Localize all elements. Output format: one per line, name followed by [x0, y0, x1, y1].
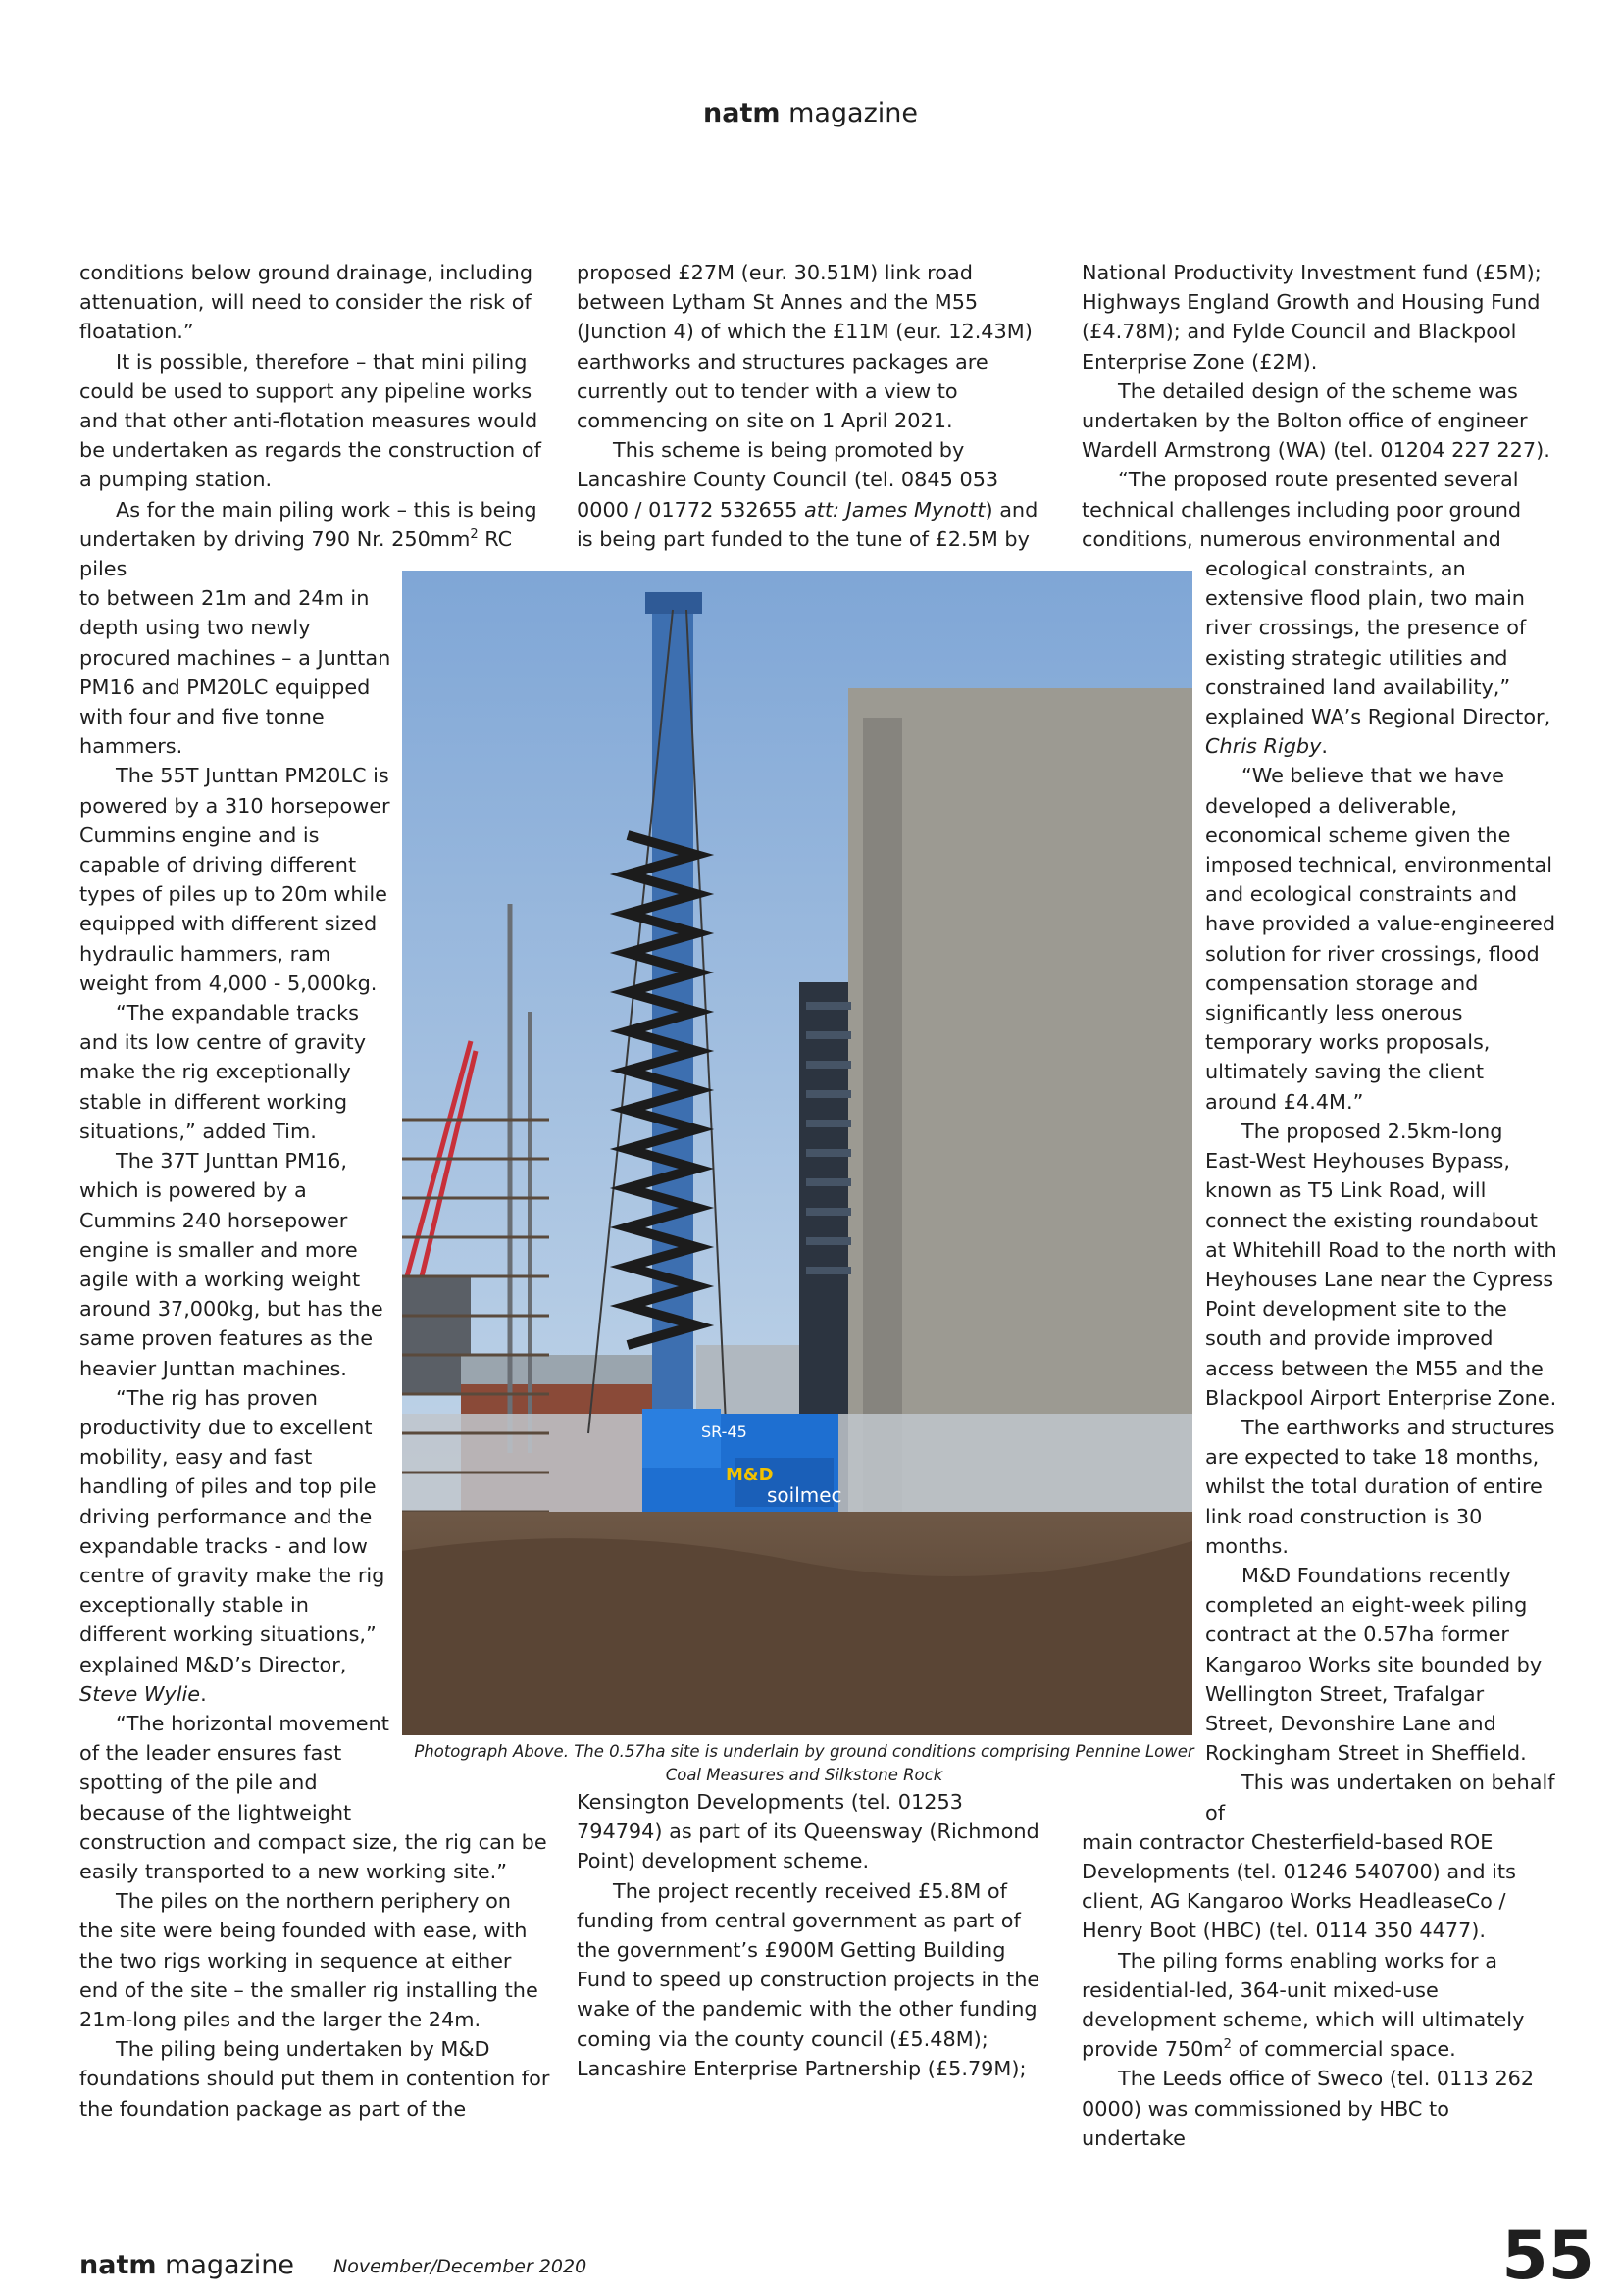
- issue-date: November/December 2020: [333, 2256, 587, 2277]
- page-number: 55: [1501, 2218, 1595, 2295]
- paragraph: National Productivity Investment fund (£5M); Highways England Growth and Housing Fund (£4.78M); and Fylde Council and Blackpool Enterprise Zone (£2M).: [1082, 261, 1542, 374]
- paragraph: The earthworks and structures are expected to take 18 months, whilst the total duration of entire link road construction is 30 months.: [1205, 1415, 1555, 1558]
- photo-caption: Photograph Above. The 0.57ha site is underlain by ground conditions comprising Pennine Lower Coal Measures and Silkstone Rock: [414, 1742, 1194, 1784]
- paragraph: conditions below ground drainage, including attenuation, will need to consider the risk of floatation.”: [79, 261, 533, 344]
- text-run: RC piles: [79, 526, 513, 581]
- rig-brand-label: soilmec: [767, 1483, 842, 1507]
- paragraph: M&D Foundations recently completed an eight-week piling contract at the 0.57ha former Kangaroo Works site bounded by Wellington Street, Trafalgar Street, Devonshire Lane and Rockingham Street in Sheffield.: [1205, 1563, 1543, 1766]
- footer-brand-bold: natm: [79, 2250, 157, 2280]
- paragraph: “The proposed route presented several technical challenges including poor ground conditions, numerous environmental and: [1082, 468, 1522, 551]
- superscript: 2: [1223, 2037, 1232, 2053]
- paragraph: construction and compact size, the rig can be easily transported to a new working site.”: [79, 1829, 547, 1883]
- paragraph: The piles on the northern periphery on the site were being founded with ease, with the two rigs working in sequence at either end of the site – the smaller rig installing the 21m-long piles and the larger the 24m.: [79, 1889, 538, 2031]
- paragraph: The project recently received £5.8M of funding from central government as part of the government’s £900M Getting Building Fund to speed up construction projects in the wake of the pandemic with the other funding coming via the county council (£5.48M); Lancashire Enterprise Partnership (£5.79M);: [577, 1878, 1040, 2080]
- paragraph: “The expandable tracks and its low centre of gravity make the rig exceptionally stable in different working situations,” added Tim.: [79, 1001, 366, 1143]
- paragraph: [1205, 554, 1558, 761]
- person-name: Chris Rigby: [1205, 734, 1322, 759]
- wrapped-text: [1205, 554, 1558, 1827]
- paragraph: [1082, 1946, 1554, 2065]
- person-name: Steve Wylie: [79, 1681, 201, 1706]
- paragraph: The piling being undertaken by M&D foundations should put them in contention for the foundation package as part of the: [79, 2037, 550, 2121]
- paragraph: The detailed design of the scheme was undertaken by the Bolton office of engineer Wardell Armstrong (WA) (tel. 01204 227 227).: [1082, 378, 1550, 463]
- superscript: 2: [470, 526, 479, 542]
- wrapped-text: [79, 583, 398, 1827]
- contact-name: att: James Mynott: [803, 497, 986, 522]
- paragraph: proposed £27M (eur. 30.51M) link road between Lytham St Annes and the M55 (Junction 4) of which the £11M (eur. 12.43M) earthworks and structures packages are currently out to tender with a view to commencing on site on 1 April 2021.: [577, 261, 1033, 433]
- rig-model-label: SR-45: [701, 1423, 747, 1441]
- paragraph: to between 21m and 24m in depth using two newly procured machines – a Junttan PM16 and PM20LC equipped with four and five tonne hammers.: [79, 586, 391, 759]
- paragraph: The 37T Junttan PM16, which is powered by a Cummins 240 horsepower engine is smaller and more agile with a working weight around 37,000kg, but has the same proven features as the heavier Junttan machines.: [79, 1149, 383, 1380]
- text-run: As for the main piling work – this is being undertaken by driving 790 Nr. 250mm: [79, 497, 537, 551]
- footer-brand-suffix: magazine: [156, 2250, 294, 2280]
- text-run: .: [200, 1681, 207, 1706]
- paragraph: main contractor Chesterfield-based ROE Developments (tel. 01246 540700) and its client, AG Kangaroo Works HeadleaseCo / Henry Boot (HBC) (tel. 0114 350 4477).: [1082, 1829, 1516, 1943]
- paragraph: The 55T Junttan PM20LC is powered by a 310 horsepower Cummins engine and is capable of driving different types of piles up to 20m while equipped with different sized hydraulic hammers, ram weight from 4,000 - 5,000kg.: [79, 764, 390, 995]
- header-brand: natm: [703, 98, 781, 128]
- site-photograph: [402, 571, 1192, 1735]
- paragraph: The Leeds office of Sweco (tel. 0113 262 0000) was commissioned by HBC to undertake: [1082, 2067, 1535, 2150]
- rig-company-label: M&D: [726, 1465, 774, 1485]
- paragraph: It is possible, therefore – that mini piling could be used to support any pipeline works and that other anti-flotation measures would be undertaken as regards the construction of a pumping station.: [79, 349, 541, 492]
- text-run: “The rig has proven productivity due to excellent mobility, easy and fast handling of piles and top pile driving performance and the expandable tracks - and low centre of gravity make the rig exceptionally stable in different working situations,” explained M&D’s Director,: [79, 1385, 385, 1676]
- paragraph: [79, 1383, 398, 1709]
- paragraph: “The horizontal movement of the leader ensures fast spotting of the pile and because of the lightweight: [79, 1711, 389, 1824]
- text-run: of commercial space.: [1231, 2037, 1456, 2062]
- text-run: .: [1321, 734, 1329, 759]
- paragraph: Kensington Developments (tel. 01253 794794) as part of its Queensway (Richmond Point) development scheme.: [577, 1790, 1039, 1873]
- paragraph: [577, 435, 1052, 554]
- header-suffix: magazine: [780, 98, 918, 128]
- paragraph: “We believe that we have developed a deliverable, economical scheme given the imposed technical, environmental and ecological constraints and have provided a value-engineered solution for river crossings, flood compensation storage and significantly less onerous temporary works proposals, ultimately saving the client around £4.4M.”: [1205, 764, 1556, 1114]
- running-header: [0, 98, 1621, 128]
- building-left: [402, 1276, 471, 1394]
- text-run: ) and is being part funded to the tune of £2.5M by: [577, 497, 1038, 551]
- text-run: ecological constraints, an extensive flood plain, two main river crossings, the presence of existing strategic utilities and constrained land availability,” explained WA’s Regional Director,: [1205, 557, 1551, 729]
- paragraph: This was undertaken on behalf of: [1205, 1771, 1555, 1824]
- text-run: The piling forms enabling works for a residential-led, 364-unit mixed-use development scheme, which will ultimately provide 750m: [1082, 1948, 1525, 2062]
- paragraph: The proposed 2.5km-long East-West Heyhouses Bypass, known as T5 Link Road, will connect the existing roundabout at Whitehill Road to the north with Heyhouses Lane near the Cypress Point development site to the south and provide improved access between the M55 and the Blackpool Airport Enterprise Zone.: [1205, 1119, 1557, 1410]
- text-run: This scheme is being promoted by Lancashire County Council (tel. 0845 053 0000 / 01772 532655: [577, 438, 999, 522]
- footer-brand: [79, 2250, 294, 2280]
